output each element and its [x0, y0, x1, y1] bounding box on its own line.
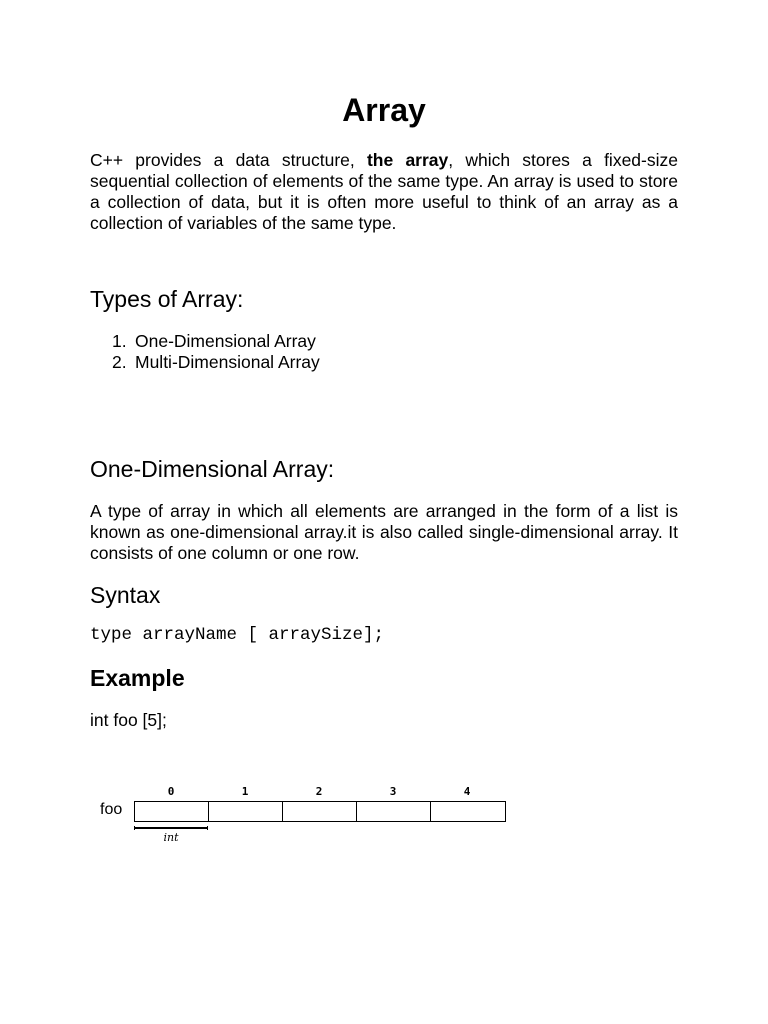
- page-title: Array: [342, 92, 426, 128]
- list-item: [90, 352, 320, 373]
- syntax-code: type arrayName [ arraySize];: [90, 625, 385, 645]
- list-item-label: Multi-Dimensional Array: [135, 352, 320, 372]
- intro-text-before: C++ provides a data structure,: [90, 150, 367, 170]
- list-item-label: One-Dimensional Array: [135, 331, 316, 351]
- array-cell: [357, 802, 431, 821]
- array-index-label: 4: [463, 785, 471, 798]
- array-index-label: 0: [167, 785, 175, 798]
- array-index-label: 2: [315, 785, 323, 798]
- array-index-label: 3: [389, 785, 397, 798]
- element-type-label: int: [163, 831, 179, 844]
- types-heading: Types of Array:: [90, 286, 244, 312]
- array-index-label: 1: [241, 785, 249, 798]
- one-dimensional-heading: One-Dimensional Array:: [90, 456, 335, 482]
- array-cells: [134, 801, 506, 822]
- intro-text-after: , which stores a fixed-size sequential collection of elements of the same type. An array is used to store a collection of data, but it is often more useful to think of an array as a collection of variables of the same type.: [90, 150, 678, 233]
- example-heading: Example: [90, 665, 185, 691]
- example-code: int foo [5];: [90, 710, 167, 730]
- list-item-number: 2.: [112, 352, 127, 372]
- array-cell: [209, 802, 283, 821]
- one-dimensional-paragraph: A type of array in which all elements are arranged in the form of a list is known as one-dimensional array.it is also called single-dimensional array. It consists of one column or one row.: [90, 501, 678, 563]
- array-cell: [135, 802, 209, 821]
- element-size-bracket: [134, 826, 208, 830]
- syntax-heading: Syntax: [90, 582, 161, 608]
- array-name-label: foo: [100, 801, 123, 818]
- intro-paragraph: [90, 150, 678, 234]
- array-cell: [431, 802, 506, 821]
- intro-text-bold: the array: [366, 150, 449, 170]
- list-item-number: 1.: [112, 331, 127, 351]
- types-list: [90, 331, 320, 373]
- list-item: [90, 331, 320, 352]
- array-cell: [283, 802, 357, 821]
